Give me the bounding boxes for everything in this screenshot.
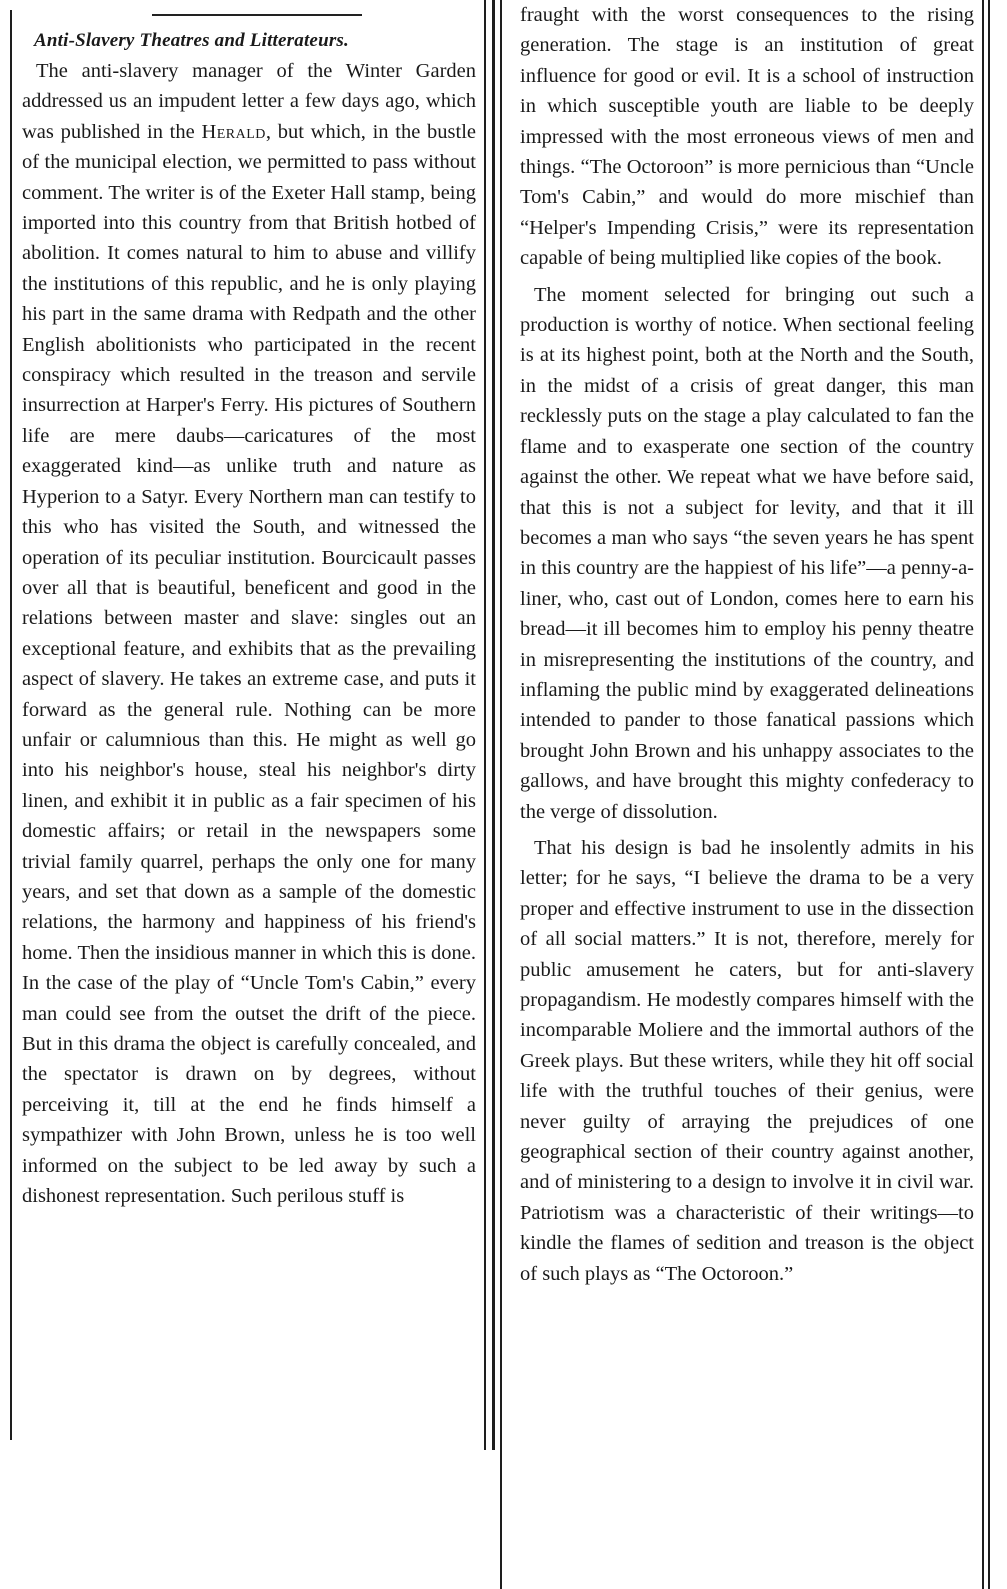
right-border-rule: [988, 0, 990, 1589]
herald-name: Herald: [201, 120, 266, 143]
right-column: [514, 0, 978, 1289]
right-paragraph-2: The moment selected for bringing out such a production is worthy of notice. When sectional feeling is at its highest point, both at the North and the South, in the midst of a crisis of great danger, this man recklessly puts on the stage a play calculated to fan the flame and to exasperate one section of the country against the other. We repeat what we have before said, that this is not a subject for levity, and that it ill becomes a man who says “the seven years he has spent in this country are the happiest of his life”—a penny-a-liner, who, cast out of London, comes here to earn his bread—it ill becomes him to employ his penny theatre in misrepresenting the institutions of the country, and inflaming the public mind by exaggerated delineations intended to pander to those fanatical passions which brought John Brown and his unhappy associates to the gallows, and have brought this mighty confederacy to the verge of dissolution.: [520, 283, 974, 823]
article-title: Anti-Slavery Theatres and Litterateurs.: [34, 30, 349, 51]
left-paragraph-1-part-a: The anti-slavery manager of the Winter Garden addressed us an impudent letter a few days ago, which was published in the: [22, 60, 476, 143]
right-paragraph-1: fraught with the worst consequences to the rising generation. The stage is an institution of great influence for good or evil. It is a school of instruction in which susceptible youth are liable to be deeply impressed with the most erroneous views of men and things. “The Octoroon” is more pernicious than “Uncle Tom's Cabin,” and would do more mischief than “Helper's Impending Crisis,” were its representation capable of being multiplied like copies of the book.: [520, 4, 974, 270]
right-paragraph-3: That his design is bad he insolently admits in his letter; for he says, “I believe the drama to be a very proper and effective instrument to use in the dissection of all social matters.” It is not, therefore, merely for public amusement he caters, but for anti-slavery propagandism. He modestly compares himself with the incomparable Moliere and the immortal authors of the Greek plays. But these writers, while they hit off social life with the truthful touches of their genius, were never guilty of arraying the prejudices of one geographical section of their country against another, and of ministering to a design to involve it in civil war. Patriotism was a characteristic of their writings—to kindle the flames of sedition and treason is the object of such plays as “The Octoroon.”: [520, 836, 974, 1285]
left-paragraph-1: [22, 56, 476, 1211]
left-column: [14, 0, 480, 1211]
left-paragraph-1-part-b: , but which, in the bustle of the municipal election, we permitted to pass without comment. The writer is of the Exeter Hall stamp, being imported into this country from that British hotbed of abolition. It comes natural to him to abuse and villify the institutions of this republic, and he is only playing his part in the same drama with Redpath and the other English abolitionists who participated in the recent conspiracy which resulted in the treason and servile insurrection at Harper's Ferry. His pictures of Southern life are mere daubs—caricatures of the most exaggerated kind—as unlike truth and nature as Hyperion to a Satyr. Every Northern man can testify to this who has visited the South, and witnessed the operation of its peculiar institution. Bourcicault passes over all that is beautiful, beneficent and good in the relations between master and slave: singles out an exceptional feature, and exhibits that as the prevailing aspect of slavery. He takes an extreme case, and puts it forward as the general rule. Nothing can be more unfair or calumnious than this. He might as well go into his neighbor's house, steal his neighbor's dirty linen, and exhibit it in public as a fair specimen of his domestic affairs; or retail in the newspapers some trivial family quarrel, perhaps the only one for many years, and set that down as a sample of the domestic relations, the harmony and happiness of his friend's home. Then the insidious manner in which this is done. In the case of the play of “Uncle Tom's Cabin,” every man could see from the outset the drift of the piece. But in this drama the object is carefully concealed, and the spectator is drawn on by degrees, without perceiving it, till at the end he finds himself a sympathizer with John Brown, unless he is too well informed on the subject to be led away by such a dishonest representation. Such perilous stuff is: [22, 120, 476, 1208]
right-border-rule: [982, 0, 984, 1589]
left-border-rule: [10, 10, 12, 1440]
column-divider-rule: [484, 0, 486, 1450]
column-divider-rule: [492, 0, 495, 1450]
column-divider-rule: [500, 0, 502, 1589]
